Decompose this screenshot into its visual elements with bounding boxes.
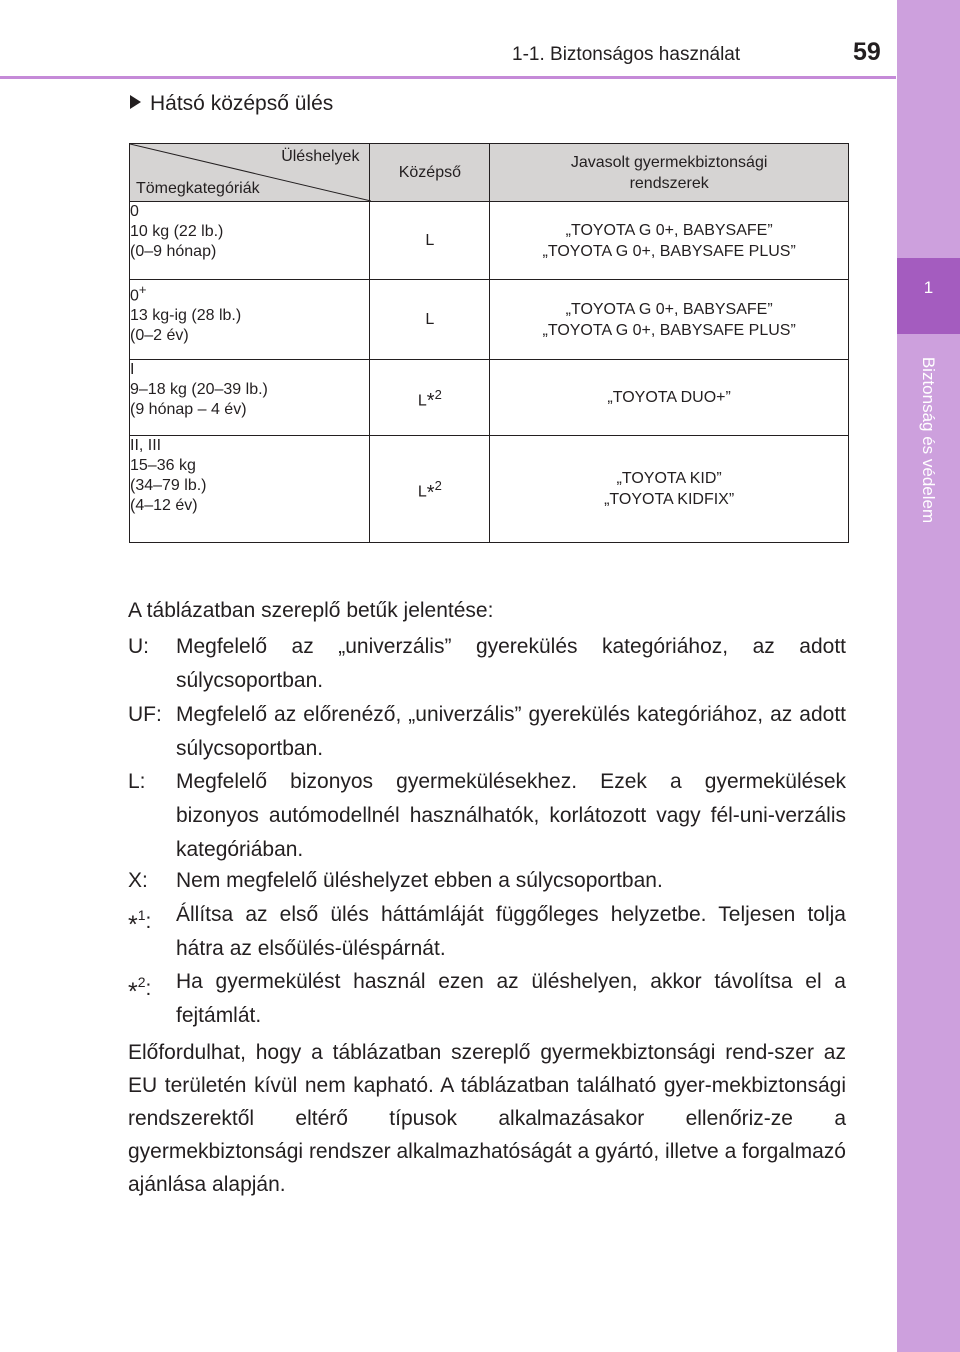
page-number: 59 [853,38,881,66]
recommended-cell [490,360,849,436]
footnote-number: 2 [137,974,146,990]
footnote-text: Ha gyermekülést használ ezen az üléshelyen, akkor távolítsa el a fejtámlát. [176,970,846,1027]
footnote-marker [128,898,151,939]
definition-text: Megfelelő bizonyos gyermekülésekhez. Ezek a gyermekülések bizonyos autómodellnél használhatók, korlátozott vagy fél-uni-verzális kategóriában. [176,770,846,861]
definition-item [128,698,846,766]
age-range: (9 hónap – 4 év) [130,401,247,418]
definition-key: X: [128,869,148,892]
weight-group: II, III [130,437,162,454]
definition-text: Megfelelő az előrenéző, „univerzális” gyerekülés kategóriához, az adott súlycsoportban. [176,703,846,760]
weight-group: I [130,361,135,378]
side-tab [897,0,960,1352]
footnote-item [128,965,846,1033]
chapter-side-label: Biztonság és védelem [919,356,938,524]
footnote-ref[interactable]: 2 [434,386,442,402]
weight-range-lb: (34–79 lb.) [130,477,207,494]
definition-key: UF: [128,703,162,726]
recommended-system: „TOYOTA KID” [616,470,722,487]
recommended-system: „TOYOTA G 0+, BABYSAFE” [565,221,773,239]
footnote-colon: : [145,910,152,933]
chapter-number-tab[interactable]: 1 [897,258,960,334]
section-title: Hátsó középső ülés [150,92,334,115]
header-seat-positions: Üléshelyek [281,148,360,165]
definition-key: U: [128,635,149,658]
definition-item [128,864,846,898]
footnote-text: Állítsa az első ülés háttámláját függőleges helyzetbe. Teljesen tolja hátra az elsőülés-üléspárnát. [176,903,846,960]
age-range: (0–9 hónap) [130,243,217,260]
recommended-cell [490,202,849,280]
header-recommended-text: Javasolt gyermekbiztonsági rendszerek [570,153,768,192]
footnote-star-icon: * [128,911,138,939]
table-header-row [130,144,849,202]
recommended-cell [490,436,849,543]
footnote-item [128,898,846,966]
table-row [130,202,849,280]
middle-letter: L [417,392,427,410]
definition-item [128,765,846,867]
recommended-system: „TOYOTA G 0+, BABYSAFE PLUS” [542,321,796,339]
definition-key: L: [128,770,146,793]
recommended-cell [490,280,849,360]
header-divider [0,76,896,79]
weight-cell [130,360,370,436]
definition-text: Megfelelő az „univerzális” gyerekülés kategóriához, az adott súlycsoportban. [176,635,846,692]
footnote-marker [128,965,151,1006]
weight-range: 13 kg-ig (28 lb.) [130,307,242,325]
recommended-system: „TOYOTA G 0+, BABYSAFE PLUS” [542,242,796,260]
weight-cell [130,202,370,280]
weight-group: 0 [130,203,139,220]
table-row [130,436,849,543]
table-row [130,280,849,360]
recommended-system: „TOYOTA G 0+, BABYSAFE” [565,300,773,318]
weight-range: 9–18 kg (20–39 lb.) [130,381,268,398]
recommended-system: „TOYOTA KIDFIX” [604,491,735,508]
middle-cell [370,436,490,543]
header-middle: Középső [370,144,490,202]
legend-intro: A táblázatban szereplő betűk jelentése: [128,599,494,622]
weight-range: 10 kg (22 lb.) [130,223,224,240]
weight-range: 15–36 kg [130,457,196,474]
weight-group-sup: + [138,282,147,297]
middle-cell [370,360,490,436]
header-weight-groups: Tömegkategóriák [136,180,260,197]
age-range: (4–12 év) [130,497,198,514]
section-heading [130,92,333,116]
middle-cell: L [370,202,490,280]
recommended-system: „TOYOTA DUO+” [607,389,731,406]
table-corner-cell [130,144,370,202]
age-range: (0–2 év) [130,327,189,345]
definition-item [128,630,846,698]
closing-paragraph: Előfordulhat, hogy a táblázatban szereplő gyermekbiztonsági rend-szer az EU területén kívül nem kapható. A táblázatban található gyer-mekbiztonsági rendszerektől eltérő típusok alkalmazásakor ellenőriz-ze a gyermekbiztonsági rendszer alkalmazhatóságát a gyártó, illetve a forgalmazó ajánlása alapján. [128,1041,846,1196]
middle-cell: L [370,280,490,360]
footnote-star-icon: * [128,978,138,1006]
middle-letter: L [417,483,427,501]
definition-text: Nem megfelelő üléshelyzet ebben a súlycsoportban. [176,869,663,892]
weight-cell [130,436,370,543]
triangle-bullet-icon [130,95,141,109]
footnote-star-icon: * [426,390,435,413]
chapter-title: 1-1. Biztonságos használat [512,44,741,65]
table-row [130,360,849,436]
weight-group [130,280,369,306]
footnote-number: 1 [137,907,146,923]
footnote-colon: : [145,977,152,1000]
footnote-star-icon: * [426,481,435,504]
header-recommended [490,144,849,202]
weight-cell [130,280,370,360]
weight-group-label: 0 [130,287,139,305]
footnote-ref[interactable]: 2 [434,478,442,494]
seat-compatibility-table [129,143,849,543]
